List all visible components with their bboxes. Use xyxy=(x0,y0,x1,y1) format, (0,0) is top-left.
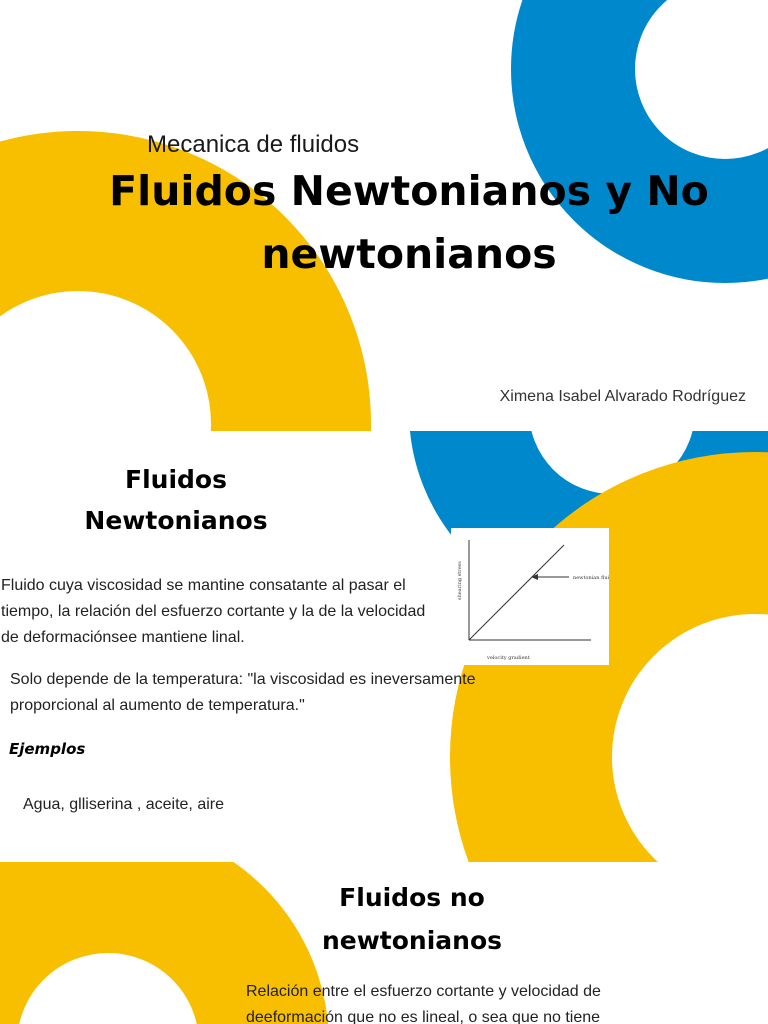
examples-list: Agua, glliserina , aceite, aire xyxy=(23,796,224,813)
newtonian-fluid-line xyxy=(469,545,564,640)
title-slide xyxy=(0,0,768,431)
non-newtonian-slide xyxy=(0,862,768,1024)
graph-line-label: newtonian fluid xyxy=(573,575,609,581)
yellow-ring-shape xyxy=(0,888,264,1024)
section-heading: Fluidos no newtonianos xyxy=(321,883,503,955)
section-heading: Fluidos Newtonianos xyxy=(84,465,268,535)
graph-y-axis-label: shearing stress xyxy=(457,561,463,600)
page-title: Fluidos Newtonianos y No newtonianos xyxy=(109,167,709,278)
graph-x-axis-label: velocity gradient xyxy=(487,655,530,661)
examples-label: Ejemplos xyxy=(9,740,86,758)
newtonian-slide xyxy=(0,431,768,862)
definition-text: Relación entre el esfuerzo cortante y velocidad de deeformación que no es lineal, o sea que no tiene xyxy=(246,983,601,1024)
subject-label: Mecanica de fluidos xyxy=(147,131,360,158)
definition-text: Fluido cuya viscosidad se mantine consatante al pasar el tiempo, la relación del esfuerzo cortante y la de la velocidad de deformaciónsee mantiene linal. xyxy=(1,577,426,646)
author-name: Ximena Isabel Alvarado Rodríguez xyxy=(499,388,746,405)
newtonian-fluid-graph xyxy=(451,528,609,665)
temperature-note: Solo depende de la temperatura: "la viscosidad es ineversamente proporcional al aumento de temperatura." xyxy=(10,671,476,714)
